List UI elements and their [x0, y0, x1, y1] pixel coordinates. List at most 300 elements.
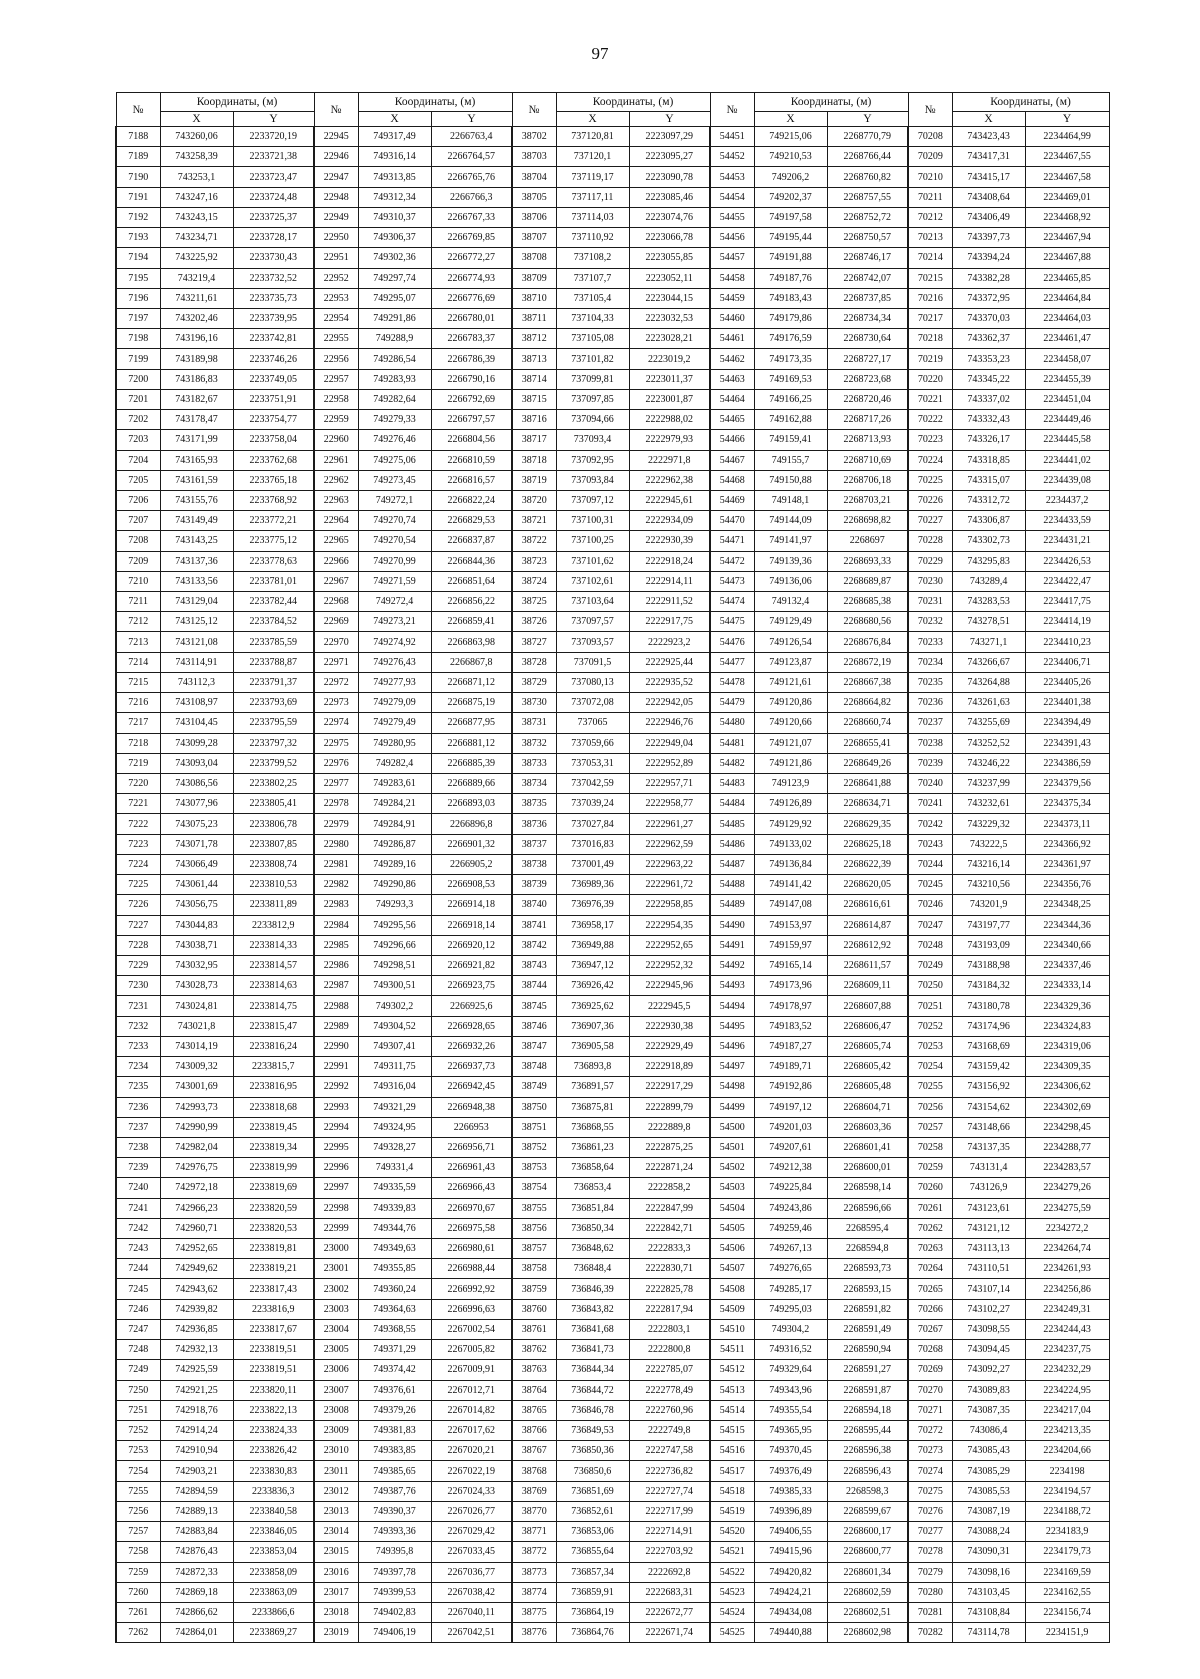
x-coordinate-cell: 749276,43 — [358, 652, 431, 672]
y-coordinate-cell: 2222747,58 — [629, 1441, 710, 1461]
table-row — [116, 430, 1109, 450]
point-number-cell: 22974 — [314, 713, 358, 733]
point-number-cell: 70208 — [908, 127, 952, 147]
point-number-cell: 38764 — [512, 1380, 556, 1400]
table-row — [116, 571, 1109, 591]
x-coordinate-cell: 743108,97 — [160, 693, 233, 713]
y-coordinate-cell: 2233778,63 — [233, 551, 314, 571]
point-number-cell: 54473 — [710, 571, 754, 591]
y-coordinate-cell: 2266953 — [431, 1117, 512, 1137]
x-coordinate-cell: 743234,71 — [160, 228, 233, 248]
y-coordinate-cell: 2234306,62 — [1025, 1077, 1109, 1097]
x-coordinate-cell: 743408,64 — [952, 187, 1025, 207]
point-number-cell: 7217 — [116, 713, 160, 733]
y-coordinate-cell: 2233814,63 — [233, 976, 314, 996]
y-coordinate-cell: 2266975,58 — [431, 1218, 512, 1238]
point-number-cell: 70221 — [908, 389, 952, 409]
x-coordinate-cell: 749289,16 — [358, 854, 431, 874]
x-coordinate-cell: 749136,06 — [754, 571, 827, 591]
point-number-cell: 22999 — [314, 1218, 358, 1238]
y-coordinate-cell: 2234467,55 — [1025, 147, 1109, 167]
x-coordinate-cell: 737094,66 — [556, 410, 629, 430]
x-coordinate-cell: 749316,14 — [358, 147, 431, 167]
x-coordinate-cell: 736848,4 — [556, 1259, 629, 1279]
y-coordinate-cell: 2266896,8 — [431, 814, 512, 834]
y-coordinate-cell: 2223001,87 — [629, 389, 710, 409]
point-number-cell: 54499 — [710, 1097, 754, 1117]
y-coordinate-cell: 2223044,15 — [629, 288, 710, 308]
point-number-cell: 7189 — [116, 147, 160, 167]
x-coordinate-cell: 749132,4 — [754, 592, 827, 612]
y-coordinate-cell: 2233806,78 — [233, 814, 314, 834]
y-coordinate-cell: 2222930,38 — [629, 1016, 710, 1036]
point-number-cell: 54465 — [710, 410, 754, 430]
x-coordinate-cell: 749270,54 — [358, 531, 431, 551]
x-coordinate-cell: 749288,9 — [358, 329, 431, 349]
point-number-cell: 22957 — [314, 369, 358, 389]
y-coordinate-cell: 2222945,5 — [629, 996, 710, 1016]
y-coordinate-cell: 2234169,59 — [1025, 1562, 1109, 1582]
x-coordinate-cell: 749365,95 — [754, 1421, 827, 1441]
x-coordinate-cell: 742894,59 — [160, 1481, 233, 1501]
point-number-cell: 70213 — [908, 228, 952, 248]
y-coordinate-cell: 2234464,84 — [1025, 288, 1109, 308]
y-coordinate-cell: 2222963,22 — [629, 854, 710, 874]
x-coordinate-cell: 742960,71 — [160, 1218, 233, 1238]
x-column-header: X — [952, 112, 1025, 127]
y-coordinate-cell: 2222727,74 — [629, 1481, 710, 1501]
y-coordinate-cell: 2233819,99 — [233, 1158, 314, 1178]
point-number-cell: 38770 — [512, 1501, 556, 1521]
point-number-cell: 23009 — [314, 1421, 358, 1441]
table-row — [116, 976, 1109, 996]
point-number-cell: 22985 — [314, 935, 358, 955]
y-coordinate-cell: 2268706,18 — [827, 470, 908, 490]
y-coordinate-cell: 2234467,94 — [1025, 228, 1109, 248]
table-row — [116, 1117, 1109, 1137]
y-coordinate-cell: 2268591,82 — [827, 1299, 908, 1319]
y-coordinate-cell: 2234441,02 — [1025, 450, 1109, 470]
point-number-cell: 22990 — [314, 1036, 358, 1056]
point-number-cell: 70256 — [908, 1097, 952, 1117]
x-coordinate-cell: 743184,32 — [952, 976, 1025, 996]
point-number-cell: 38736 — [512, 814, 556, 834]
x-coordinate-cell: 743121,08 — [160, 632, 233, 652]
y-coordinate-cell: 2233772,21 — [233, 511, 314, 531]
y-coordinate-cell: 2222942,05 — [629, 693, 710, 713]
y-coordinate-cell: 2267017,62 — [431, 1421, 512, 1441]
point-number-cell: 22945 — [314, 127, 358, 147]
x-coordinate-cell: 742966,23 — [160, 1198, 233, 1218]
x-coordinate-cell: 749302,2 — [358, 996, 431, 1016]
y-coordinate-cell: 2233826,42 — [233, 1441, 314, 1461]
x-coordinate-cell: 749343,96 — [754, 1380, 827, 1400]
y-coordinate-cell: 2233791,37 — [233, 672, 314, 692]
y-coordinate-cell: 2266881,12 — [431, 733, 512, 753]
x-coordinate-cell: 742914,24 — [160, 1421, 233, 1441]
y-coordinate-cell: 2234394,49 — [1025, 713, 1109, 733]
x-coordinate-cell: 743186,83 — [160, 369, 233, 389]
point-number-cell: 70275 — [908, 1481, 952, 1501]
y-coordinate-cell: 2222858,2 — [629, 1178, 710, 1198]
y-coordinate-cell: 2268601,34 — [827, 1562, 908, 1582]
point-number-cell: 38769 — [512, 1481, 556, 1501]
y-coordinate-cell: 2222945,61 — [629, 490, 710, 510]
point-number-cell: 70267 — [908, 1319, 952, 1339]
point-number-cell: 54498 — [710, 1077, 754, 1097]
x-coordinate-cell: 749339,83 — [358, 1198, 431, 1218]
x-coordinate-cell: 749165,14 — [754, 955, 827, 975]
y-coordinate-cell: 2268720,46 — [827, 389, 908, 409]
y-coordinate-cell: 2222971,8 — [629, 450, 710, 470]
y-coordinate-cell: 2234283,57 — [1025, 1158, 1109, 1178]
point-number-cell: 38730 — [512, 693, 556, 713]
point-number-cell: 7209 — [116, 551, 160, 571]
x-coordinate-cell: 743085,29 — [952, 1461, 1025, 1481]
y-coordinate-cell: 2268641,88 — [827, 774, 908, 794]
table-row — [116, 1623, 1109, 1643]
table-row — [116, 1097, 1109, 1117]
table-row — [116, 713, 1109, 733]
table-row — [116, 1400, 1109, 1420]
x-coordinate-cell: 749360,24 — [358, 1279, 431, 1299]
x-coordinate-cell: 749383,85 — [358, 1441, 431, 1461]
point-number-cell: 38767 — [512, 1441, 556, 1461]
x-coordinate-cell: 749159,97 — [754, 935, 827, 955]
point-number-cell: 70260 — [908, 1178, 952, 1198]
table-row — [116, 551, 1109, 571]
point-number-cell: 54523 — [710, 1582, 754, 1602]
point-number-cell: 7210 — [116, 571, 160, 591]
point-number-cell: 7253 — [116, 1441, 160, 1461]
y-coordinate-cell: 2234386,59 — [1025, 753, 1109, 773]
x-coordinate-cell: 737042,59 — [556, 774, 629, 794]
x-coordinate-cell: 743098,55 — [952, 1319, 1025, 1339]
y-coordinate-cell: 2233720,19 — [233, 127, 314, 147]
point-number-cell: 54453 — [710, 167, 754, 187]
point-number-cell: 38741 — [512, 915, 556, 935]
point-number-cell: 70248 — [908, 935, 952, 955]
point-number-cell: 38725 — [512, 592, 556, 612]
table-row — [116, 592, 1109, 612]
x-coordinate-cell: 737105,4 — [556, 288, 629, 308]
x-coordinate-cell: 743094,45 — [952, 1340, 1025, 1360]
point-number-cell: 70251 — [908, 996, 952, 1016]
point-number-cell: 7193 — [116, 228, 160, 248]
point-number-cell: 70281 — [908, 1602, 952, 1622]
y-coordinate-cell: 2233754,77 — [233, 410, 314, 430]
x-coordinate-cell: 742932,13 — [160, 1340, 233, 1360]
x-coordinate-cell: 743337,02 — [952, 389, 1025, 409]
point-number-cell: 38753 — [512, 1158, 556, 1178]
point-number-cell: 7205 — [116, 470, 160, 490]
x-coordinate-cell: 743289,4 — [952, 571, 1025, 591]
x-coordinate-cell: 749331,4 — [358, 1158, 431, 1178]
x-coordinate-cell: 736864,76 — [556, 1623, 629, 1643]
point-number-cell: 22970 — [314, 632, 358, 652]
y-coordinate-cell: 2266893,03 — [431, 794, 512, 814]
y-coordinate-cell: 2233846,05 — [233, 1522, 314, 1542]
y-coordinate-cell: 2268593,15 — [827, 1279, 908, 1299]
y-coordinate-cell: 2267038,42 — [431, 1582, 512, 1602]
point-number-cell: 22981 — [314, 854, 358, 874]
point-number-cell: 38758 — [512, 1259, 556, 1279]
point-number-cell: 54488 — [710, 875, 754, 895]
x-coordinate-cell: 743182,67 — [160, 389, 233, 409]
x-coordinate-cell: 749277,93 — [358, 672, 431, 692]
y-coordinate-cell: 2233814,75 — [233, 996, 314, 1016]
y-coordinate-cell: 2234373,11 — [1025, 814, 1109, 834]
x-coordinate-cell: 749148,1 — [754, 490, 827, 510]
y-coordinate-cell: 2268620,05 — [827, 875, 908, 895]
point-number-cell: 7194 — [116, 248, 160, 268]
point-number-cell: 23008 — [314, 1400, 358, 1420]
y-coordinate-cell: 2268703,21 — [827, 490, 908, 510]
x-coordinate-cell: 749120,66 — [754, 713, 827, 733]
y-coordinate-cell: 2268601,41 — [827, 1137, 908, 1157]
y-coordinate-cell: 2234391,43 — [1025, 733, 1109, 753]
point-number-cell: 54469 — [710, 490, 754, 510]
x-coordinate-cell: 736853,4 — [556, 1178, 629, 1198]
point-number-cell: 38705 — [512, 187, 556, 207]
point-number-cell: 54486 — [710, 834, 754, 854]
x-coordinate-cell: 737059,66 — [556, 733, 629, 753]
y-coordinate-cell: 2268591,87 — [827, 1380, 908, 1400]
y-coordinate-cell: 2233819,81 — [233, 1239, 314, 1259]
point-number-cell: 38752 — [512, 1137, 556, 1157]
table-row — [116, 1319, 1109, 1339]
point-number-cell: 38734 — [512, 774, 556, 794]
point-number-cell: 70272 — [908, 1421, 952, 1441]
x-coordinate-cell: 749381,83 — [358, 1421, 431, 1441]
point-number-cell: 38776 — [512, 1623, 556, 1643]
x-coordinate-cell: 749273,21 — [358, 612, 431, 632]
point-number-cell: 54521 — [710, 1542, 754, 1562]
y-coordinate-cell: 2268710,69 — [827, 450, 908, 470]
point-number-cell: 22978 — [314, 794, 358, 814]
y-coordinate-cell: 2268600,01 — [827, 1158, 908, 1178]
y-coordinate-cell: 2266774,93 — [431, 268, 512, 288]
x-coordinate-cell: 749187,27 — [754, 1036, 827, 1056]
x-coordinate-cell: 737105,08 — [556, 329, 629, 349]
y-coordinate-cell: 2266901,32 — [431, 834, 512, 854]
y-coordinate-cell: 2233797,32 — [233, 733, 314, 753]
point-number-cell: 38747 — [512, 1036, 556, 1056]
point-number-cell: 22983 — [314, 895, 358, 915]
y-coordinate-cell: 2266966,43 — [431, 1178, 512, 1198]
x-coordinate-cell: 749279,33 — [358, 410, 431, 430]
point-number-cell: 38762 — [512, 1340, 556, 1360]
y-coordinate-cell: 2233819,45 — [233, 1117, 314, 1137]
point-number-cell: 23001 — [314, 1259, 358, 1279]
x-coordinate-cell: 743178,47 — [160, 410, 233, 430]
y-coordinate-cell: 2233819,69 — [233, 1178, 314, 1198]
y-coordinate-cell: 2234319,06 — [1025, 1036, 1109, 1056]
y-coordinate-cell: 2268614,87 — [827, 915, 908, 935]
x-coordinate-cell: 743056,75 — [160, 895, 233, 915]
x-coordinate-cell: 749396,89 — [754, 1501, 827, 1521]
x-coordinate-cell: 749136,84 — [754, 854, 827, 874]
y-coordinate-cell: 2268693,33 — [827, 551, 908, 571]
table-row — [116, 147, 1109, 167]
x-coordinate-cell: 736905,58 — [556, 1036, 629, 1056]
x-coordinate-cell: 736926,42 — [556, 976, 629, 996]
y-coordinate-cell: 2233815,7 — [233, 1057, 314, 1077]
y-coordinate-cell: 2268622,39 — [827, 854, 908, 874]
x-coordinate-cell: 749225,84 — [754, 1178, 827, 1198]
x-coordinate-cell: 743009,32 — [160, 1057, 233, 1077]
y-coordinate-cell: 2266829,53 — [431, 511, 512, 531]
table-row — [116, 1218, 1109, 1238]
y-coordinate-cell: 2268603,36 — [827, 1117, 908, 1137]
x-coordinate-cell: 737039,24 — [556, 794, 629, 814]
point-number-cell: 38772 — [512, 1542, 556, 1562]
point-number-cell: 7215 — [116, 672, 160, 692]
point-number-cell: 7203 — [116, 430, 160, 450]
x-coordinate-cell: 737027,84 — [556, 814, 629, 834]
y-coordinate-cell: 2234264,74 — [1025, 1239, 1109, 1259]
point-number-cell: 70282 — [908, 1623, 952, 1643]
x-coordinate-cell: 743168,69 — [952, 1036, 1025, 1056]
point-number-cell: 70233 — [908, 632, 952, 652]
table-row — [116, 1582, 1109, 1602]
point-number-cell: 38726 — [512, 612, 556, 632]
point-number-cell: 54494 — [710, 996, 754, 1016]
y-coordinate-cell: 2234417,75 — [1025, 592, 1109, 612]
point-number-cell: 22994 — [314, 1117, 358, 1137]
point-number-cell: 54492 — [710, 955, 754, 975]
y-coordinate-cell: 2266810,59 — [431, 450, 512, 470]
point-number-cell: 38775 — [512, 1602, 556, 1622]
y-coordinate-cell: 2233749,05 — [233, 369, 314, 389]
point-number-cell: 22946 — [314, 147, 358, 167]
y-coordinate-cell: 2233758,04 — [233, 430, 314, 450]
y-coordinate-cell: 2234464,99 — [1025, 127, 1109, 147]
coordinates-column-header: Координаты, (м) — [952, 93, 1109, 112]
y-coordinate-cell: 2223052,11 — [629, 268, 710, 288]
point-number-cell: 38743 — [512, 955, 556, 975]
point-number-cell: 22976 — [314, 753, 358, 773]
x-coordinate-cell: 743271,1 — [952, 632, 1025, 652]
point-number-cell: 54483 — [710, 774, 754, 794]
y-coordinate-cell: 2233732,52 — [233, 268, 314, 288]
number-column-header: № — [512, 93, 556, 127]
x-coordinate-cell: 743131,4 — [952, 1158, 1025, 1178]
x-coordinate-cell: 749169,53 — [754, 369, 827, 389]
x-coordinate-cell: 737100,25 — [556, 531, 629, 551]
y-coordinate-cell: 2268629,35 — [827, 814, 908, 834]
x-coordinate-cell: 743044,83 — [160, 915, 233, 935]
table-row — [116, 1380, 1109, 1400]
x-coordinate-cell: 737091,5 — [556, 652, 629, 672]
point-number-cell: 38711 — [512, 308, 556, 328]
y-coordinate-cell: 2266844,36 — [431, 551, 512, 571]
point-number-cell: 70232 — [908, 612, 952, 632]
point-number-cell: 54487 — [710, 854, 754, 874]
table-row — [116, 127, 1109, 147]
point-number-cell: 70220 — [908, 369, 952, 389]
x-coordinate-cell: 749295,56 — [358, 915, 431, 935]
y-coordinate-cell: 2222961,27 — [629, 814, 710, 834]
y-coordinate-cell: 2266980,61 — [431, 1239, 512, 1259]
table-row — [116, 1036, 1109, 1056]
x-coordinate-cell: 749126,54 — [754, 632, 827, 652]
point-number-cell: 22964 — [314, 511, 358, 531]
point-number-cell: 7212 — [116, 612, 160, 632]
y-coordinate-cell: 2233721,38 — [233, 147, 314, 167]
point-number-cell: 7198 — [116, 329, 160, 349]
x-coordinate-cell: 749162,88 — [754, 410, 827, 430]
y-coordinate-cell: 2222803,1 — [629, 1319, 710, 1339]
x-coordinate-cell: 742864,01 — [160, 1623, 233, 1643]
y-coordinate-cell: 2233824,33 — [233, 1421, 314, 1441]
x-coordinate-cell: 742889,13 — [160, 1501, 233, 1521]
y-coordinate-cell: 2222961,72 — [629, 875, 710, 895]
y-coordinate-cell: 2268599,67 — [827, 1501, 908, 1521]
y-coordinate-cell: 2233723,47 — [233, 167, 314, 187]
x-coordinate-cell: 749329,64 — [754, 1360, 827, 1380]
x-coordinate-cell: 743155,76 — [160, 490, 233, 510]
y-coordinate-cell: 2234288,77 — [1025, 1137, 1109, 1157]
y-coordinate-cell: 2268680,56 — [827, 612, 908, 632]
x-coordinate-cell: 749206,2 — [754, 167, 827, 187]
x-coordinate-cell: 737097,85 — [556, 389, 629, 409]
x-coordinate-cell: 749434,08 — [754, 1602, 827, 1622]
y-coordinate-cell: 2266766,3 — [431, 187, 512, 207]
point-number-cell: 70211 — [908, 187, 952, 207]
x-coordinate-cell: 736875,81 — [556, 1097, 629, 1117]
x-coordinate-cell: 743278,51 — [952, 612, 1025, 632]
x-coordinate-cell: 743332,43 — [952, 410, 1025, 430]
x-coordinate-cell: 743014,19 — [160, 1036, 233, 1056]
y-coordinate-cell: 2266790,16 — [431, 369, 512, 389]
x-coordinate-cell: 743315,07 — [952, 470, 1025, 490]
y-coordinate-cell: 2222842,71 — [629, 1218, 710, 1238]
point-number-cell: 70250 — [908, 976, 952, 996]
point-number-cell: 54516 — [710, 1441, 754, 1461]
y-coordinate-cell: 2266932,26 — [431, 1036, 512, 1056]
y-coordinate-cell: 2222925,44 — [629, 652, 710, 672]
x-coordinate-cell: 736852,61 — [556, 1501, 629, 1521]
x-coordinate-cell: 749189,71 — [754, 1057, 827, 1077]
y-coordinate-cell: 2234465,85 — [1025, 268, 1109, 288]
point-number-cell: 38713 — [512, 349, 556, 369]
y-coordinate-cell: 2266765,76 — [431, 167, 512, 187]
x-coordinate-cell: 743021,8 — [160, 1016, 233, 1036]
point-number-cell: 7243 — [116, 1239, 160, 1259]
y-coordinate-cell: 2233818,68 — [233, 1097, 314, 1117]
point-number-cell: 7222 — [116, 814, 160, 834]
point-number-cell: 54503 — [710, 1178, 754, 1198]
point-number-cell: 38704 — [512, 167, 556, 187]
x-coordinate-cell: 749316,52 — [754, 1340, 827, 1360]
point-number-cell: 38716 — [512, 410, 556, 430]
point-number-cell: 38703 — [512, 147, 556, 167]
point-number-cell: 38737 — [512, 834, 556, 854]
y-coordinate-cell: 2233781,01 — [233, 571, 314, 591]
y-coordinate-cell: 2223019,2 — [629, 349, 710, 369]
x-coordinate-cell: 743086,56 — [160, 774, 233, 794]
y-coordinate-cell: 2266769,85 — [431, 228, 512, 248]
point-number-cell: 70209 — [908, 147, 952, 167]
table-row — [116, 1340, 1109, 1360]
x-coordinate-cell: 742903,21 — [160, 1461, 233, 1481]
point-number-cell: 70212 — [908, 207, 952, 227]
y-coordinate-cell: 2234162,55 — [1025, 1582, 1109, 1602]
point-number-cell: 54506 — [710, 1239, 754, 1259]
table-row — [116, 1360, 1109, 1380]
y-coordinate-cell: 2234279,26 — [1025, 1178, 1109, 1198]
